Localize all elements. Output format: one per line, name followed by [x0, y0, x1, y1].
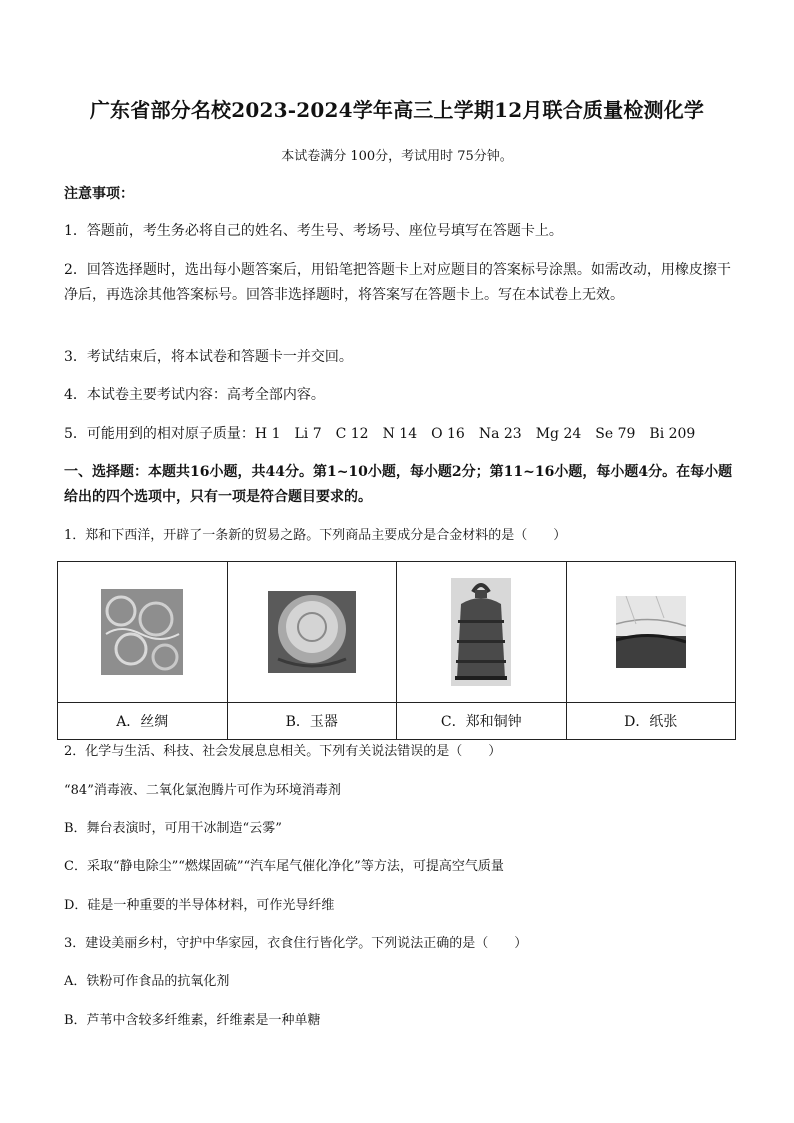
- question-2-option-b: B．舞台表演时，可用干冰制造“云雾”: [64, 821, 282, 836]
- question-2-option-c: C．采取“静电除尘”“燃煤固硫”“汽车尾气催化净化”等方法，可提高空气质量: [64, 859, 504, 874]
- question-2-option-a: “84”消毒液、二氧化氯泡腾片可作为环境消毒剂: [64, 783, 341, 798]
- notice-item-5: 5．可能用到的相对原子质量：H 1 Li 7 C 12 N 14 O 16 Na 23 Mg 24 Se 79 Bi 209: [64, 426, 696, 442]
- option-d-image-cell: [566, 562, 736, 703]
- option-d-label: D．纸张: [566, 703, 736, 740]
- question-2-option-d: D．硅是一种重要的半导体材料，可作光导纤维: [64, 898, 335, 913]
- option-c-label: C．郑和铜钟: [397, 703, 567, 740]
- notice-item-1: 1．答题前，考生务必将自己的姓名、考生号、考场号、座位号填写在答题卡上。: [64, 223, 563, 239]
- bronze-bell-image: [451, 578, 511, 686]
- question-1-options-table: [57, 561, 736, 740]
- option-a-image-cell: [58, 562, 228, 703]
- option-c-image-cell: [397, 562, 567, 703]
- section-heading: 一、选择题：本题共16小题，共44分。第1~10小题，每小题2分；第11~16小题，每小题4分。在每小题给出的四个选项中，只有一项是符合题目要求的。: [64, 464, 733, 505]
- question-3-stem: 3．建设美丽乡村，守护中华家园，衣食住行皆化学。下列说法正确的是（ ）: [64, 936, 528, 951]
- notice-heading: 注意事项：: [64, 186, 134, 202]
- jade-image: [268, 591, 356, 673]
- notice-item-2: 2．回答选择题时，选出每小题答案后，用铅笔把答题卡上对应题目的答案标号涂黑。如需改动，用橡皮擦干净后，再选涂其他答案标号。回答非选择题时，将答案写在答题卡上。写在本试卷上无效。: [64, 262, 731, 303]
- notice-item-4: 4．本试卷主要考试内容：高考全部内容。: [64, 387, 325, 403]
- question-1-stem: 1．郑和下西洋，开辟了一条新的贸易之路。下列商品主要成分是合金材料的是（ ）: [64, 528, 567, 543]
- paper-image: [616, 596, 686, 668]
- question-2-stem: 2．化学与生活、科技、社会发展息息相关。下列有关说法错误的是（ ）: [64, 744, 502, 759]
- option-a-label: A．丝绸: [58, 703, 228, 740]
- option-b-image-cell: [227, 562, 397, 703]
- silk-image: [101, 589, 183, 675]
- page-title: 广东省部分名校2023-2024学年高三上学期12月联合质量检测化学: [89, 98, 705, 122]
- option-b-label: B．玉器: [227, 703, 397, 740]
- question-3-option-b: B．芦苇中含较多纤维素，纤维素是一种单糖: [64, 1013, 321, 1028]
- notice-item-3: 3．考试结束后，将本试卷和答题卡一并交回。: [64, 349, 353, 365]
- exam-info: 本试卷满分 100分，考试用时 75分钟。: [281, 149, 513, 164]
- question-3-option-a: A．铁粉可作食品的抗氧化剂: [64, 974, 230, 989]
